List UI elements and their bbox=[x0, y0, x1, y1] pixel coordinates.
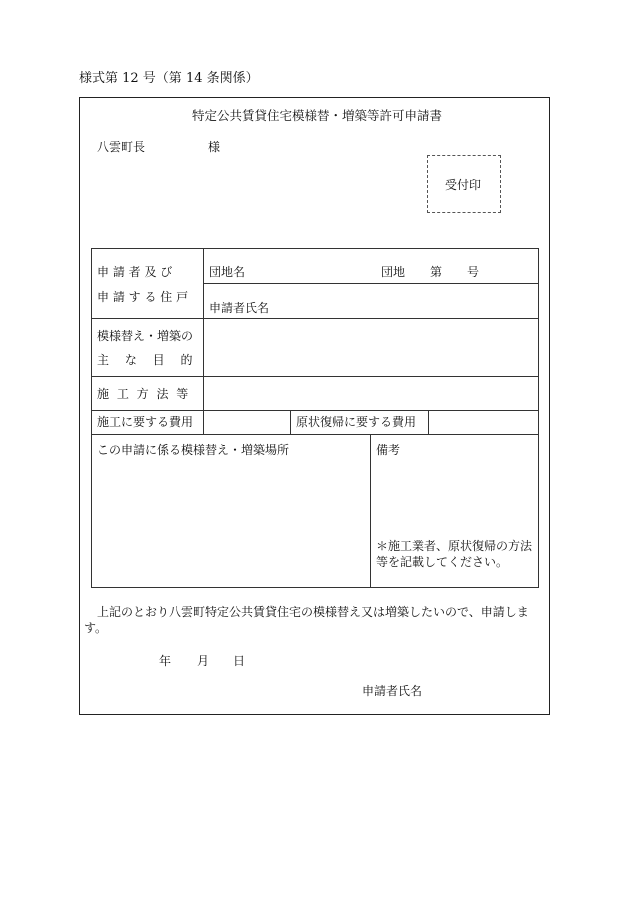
construction-cost-label: 施工に要する費用 bbox=[97, 415, 194, 429]
row-divider bbox=[91, 410, 539, 411]
complex-suffix: 団地 bbox=[381, 265, 406, 279]
remarks-note-line1: ＊施工業者、原状復帰の方法 bbox=[376, 539, 533, 553]
row-divider bbox=[203, 283, 539, 284]
remarks-note-line2: 等を記載してください。 bbox=[376, 555, 509, 569]
column-divider bbox=[370, 434, 371, 588]
row-divider bbox=[91, 318, 539, 319]
applicant-name-label: 申請者氏名 bbox=[209, 301, 270, 315]
addressee-honorific: 様 bbox=[208, 140, 221, 154]
column-divider bbox=[290, 410, 291, 434]
remarks-label: 備考 bbox=[376, 443, 401, 457]
reception-stamp-label: 受付印 bbox=[445, 178, 482, 192]
date-month: 月 bbox=[197, 654, 210, 668]
signature-label: 申請者氏名 bbox=[362, 684, 423, 698]
column-divider bbox=[428, 410, 429, 434]
applicant-label-line2: 申 請 す る 住 戸 bbox=[97, 290, 189, 304]
row-divider bbox=[91, 434, 539, 435]
column-divider bbox=[203, 248, 204, 434]
row-divider bbox=[91, 376, 539, 377]
number-prefix: 第 bbox=[430, 265, 443, 279]
statement-line1: 上記のとおり八雲町特定公共賃貸住宅の模様替え又は増築したいので、申請しま bbox=[97, 605, 529, 619]
date-year: 年 bbox=[159, 654, 172, 668]
addressee: 八雲町長 bbox=[97, 140, 146, 154]
statement-line2: す。 bbox=[84, 621, 108, 635]
number-suffix: 号 bbox=[467, 265, 480, 279]
restoration-cost-label: 原状復帰に要する費用 bbox=[296, 415, 417, 429]
date-day: 日 bbox=[233, 654, 246, 668]
location-label: この申請に係る模様替え・増築場所 bbox=[97, 443, 290, 457]
form-title: 特定公共賃貸住宅模様替・増築等許可申請書 bbox=[192, 108, 443, 123]
form-number: 様式第 12 号（第 14 条関係） bbox=[79, 71, 259, 86]
purpose-label-line2: 主 な 目 的 bbox=[97, 353, 199, 367]
applicant-label-line1: 申 請 者 及 び bbox=[97, 265, 173, 279]
method-label: 施 工 方 法 等 bbox=[97, 387, 191, 401]
purpose-label-line1: 模様替え・増築の bbox=[97, 329, 194, 343]
complex-name-label: 団地名 bbox=[209, 265, 246, 279]
